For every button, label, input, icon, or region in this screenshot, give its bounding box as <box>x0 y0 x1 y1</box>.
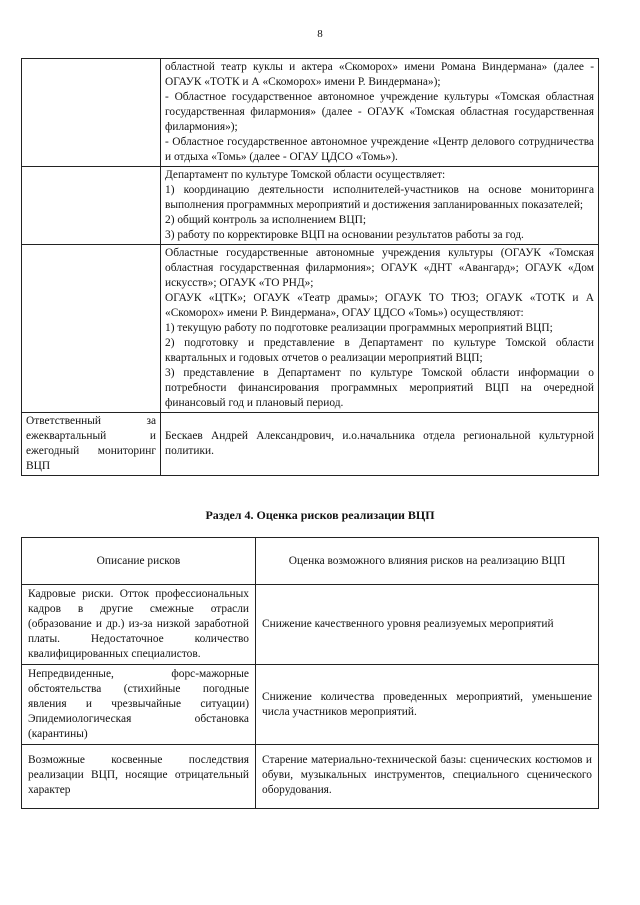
page-number: 8 <box>317 28 323 40</box>
risk-description: Кадровые риски. Отток профессиональных кадров в другие смежные отрасли (образование и др.) из-за низкой заработной платы. Недостаточное количество квалифицированных специалистов. <box>22 585 256 665</box>
table-row <box>22 665 599 745</box>
row-label <box>22 245 161 413</box>
table-row <box>22 585 599 665</box>
column-header: Описание рисков <box>22 538 256 585</box>
risk-impact: Старение материально-технической базы: сценических костюмов и обуви, музыкальных инструментов, специального сценического оборудования. <box>256 745 599 809</box>
risk-description: Возможные косвенные последствия реализации ВЦП, носящие отрицательный характер <box>22 745 256 809</box>
row-label <box>22 167 161 245</box>
table-row <box>22 245 599 413</box>
table-row <box>22 745 599 809</box>
table-header-row <box>22 538 599 585</box>
column-header: Оценка возможного влияния рисков на реализацию ВЦП <box>256 538 599 585</box>
responsibility-table <box>21 58 599 476</box>
table-row <box>22 167 599 245</box>
risk-impact: Снижение количества проведенных мероприятий, уменьшение числа участников мероприятий. <box>256 665 599 745</box>
table-row <box>22 413 599 476</box>
risk-table <box>21 537 599 809</box>
row-content: областной театр куклы и актера «Скоморох» имени Романа Виндермана» (далее - ОГАУК «ТОТК и А «Скоморох» имени Р. Виндермана»); - Областное государственное автономное учреждение культуры «Томская областная государственная филармония» (далее - ОГАУК «Томская областная государственная филармония»); - Областное государственное автономное учреждение «Центр делового сотрудничества и отдыха «Томь» (далее - ОГАУ ЦДСО «Томь»). <box>161 59 599 167</box>
row-content: Областные государственные автономные учреждения культуры (ОГАУК «Томская областная государственная филармония»; ОГАУК «ДНТ «Авангард»; ОГАУК «Дом искусств»; ОГАУК «ТО РНД»; ОГАУК «ЦТК»; ОГАУК «Театр драмы»; ОГАУК ТО ТЮЗ; ОГАУК «ТОТК и А «Скоморох» имени Р. Виндермана», ОГАУ ЦДСО «Томь») осуществляют: 1) текущую работу по подготовке реализации программных мероприятий ВЦП; 2) подготовку и представление в Департамент по культуре Томской области квартальных и годовых отчетов о реализации мероприятий ВЦП; 3) представление в Департамент по культуре Томской области информации о потребности финансирования программных мероприятий ВЦП на очередной финансовый год и плановый период. <box>161 245 599 413</box>
responsible-label: Ответственный за ежеквартальный и ежегодный мониторинг ВЦП <box>22 413 161 476</box>
risk-description: Непредвиденные, форс-мажорные обстоятельства (стихийные погодные явления и чрезвычайные ситуации) Эпидемиологическая обстановка (карантины) <box>22 665 256 745</box>
table-row <box>22 59 599 167</box>
row-label <box>22 59 161 167</box>
responsible-value: Бескаев Андрей Александрович, и.о.начальника отдела региональной культурной политики. <box>161 413 599 476</box>
risk-impact: Снижение качественного уровня реализуемых мероприятий <box>256 585 599 665</box>
section-title: Раздел 4. Оценка рисков реализации ВЦП <box>205 508 435 522</box>
row-content: Департамент по культуре Томской области осуществляет: 1) координацию деятельности исполнителей-участников на основе мониторинга выполнения программных мероприятий и достижения запланированных показателей; 2) общий контроль за исполнением ВЦП; 3) работу по корректировке ВЦП на основании результатов работы за год. <box>161 167 599 245</box>
